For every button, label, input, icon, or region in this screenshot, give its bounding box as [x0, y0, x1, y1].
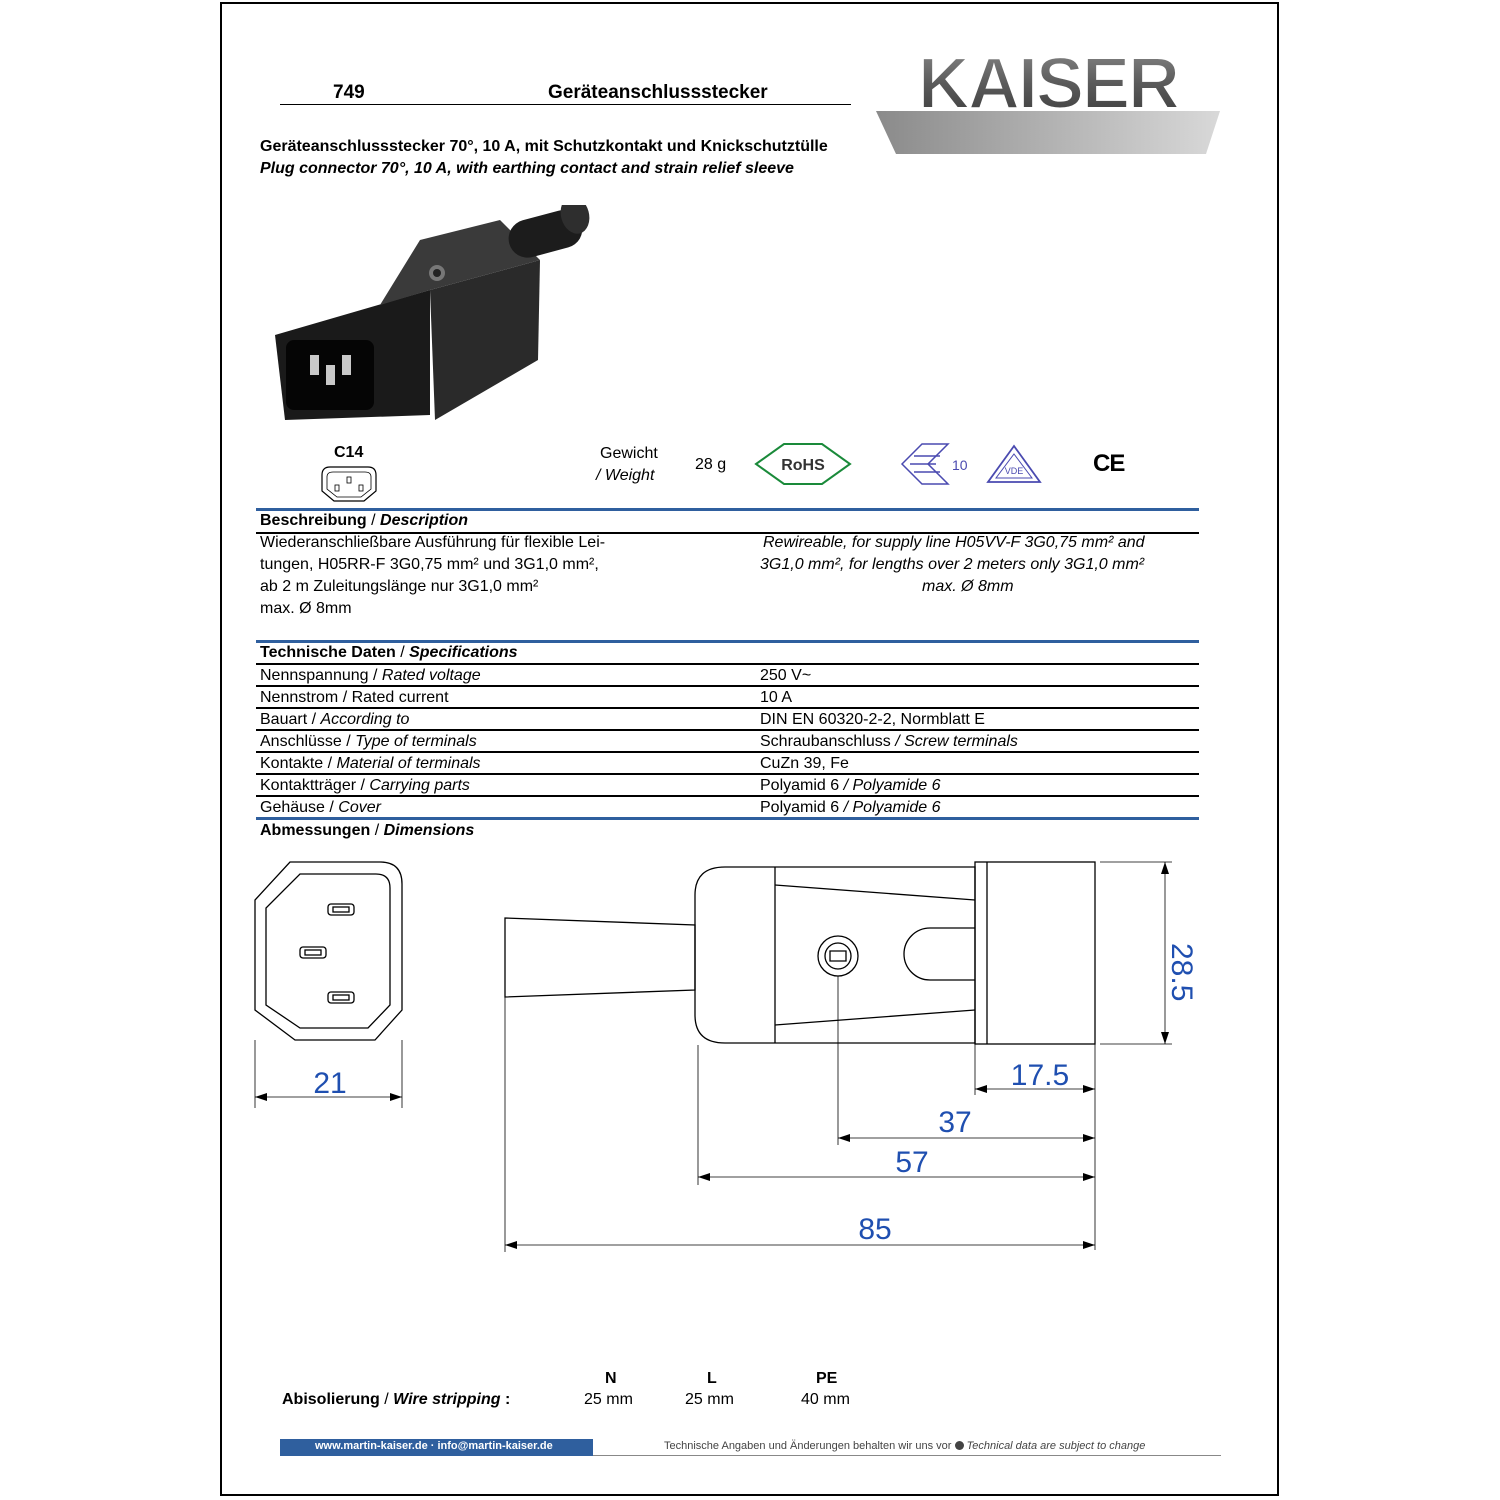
- footer-contact: www.martin-kaiser.de · info@martin-kaiser.de: [315, 1440, 553, 1452]
- weight-label-de: Gewicht: [600, 445, 658, 462]
- kaiser-logo: [876, 46, 1220, 156]
- subtitle-de: Geräteanschlussstecker 70°, 10 A, mit Schutzkontakt und Knickschutztülle: [260, 138, 828, 155]
- svg-text:57: 57: [895, 1146, 929, 1179]
- stripping-head-n: N: [605, 1370, 617, 1387]
- description-de-line: tungen, H05RR-F 3G0,75 mm² und 3G1,0 mm²,: [260, 556, 599, 573]
- footer-line: [593, 1455, 1221, 1456]
- svg-text:RoHS: RoHS: [781, 457, 825, 474]
- side-view-drawing: [500, 855, 1210, 1255]
- description-heading: Beschreibung / Description: [260, 512, 469, 529]
- svg-text:17.5: 17.5: [1010, 1059, 1070, 1092]
- c14-outline-icon: [320, 465, 378, 503]
- spec-row: Kontaktträger / Carrying parts Polyamid 6 / Polyamide 6: [260, 777, 941, 794]
- svg-text:28.5: 28.5: [1165, 943, 1198, 1002]
- description-en-line: Rewireable, for supply line H05VV-F 3G0,75 mm² and: [763, 534, 1145, 551]
- stripping-head-pe: PE: [816, 1370, 838, 1387]
- specs-heading: Technische Daten / Specifications: [260, 644, 518, 661]
- subtitle-en: Plug connector 70°, 10 A, with earthing contact and strain relief sleeve: [260, 160, 794, 177]
- dimensions-heading: Abmessungen / Dimensions: [260, 822, 475, 839]
- header-underline: [280, 104, 851, 105]
- rohs-icon: [754, 442, 852, 486]
- spec-row: Nennspannung / Rated voltage 250 V~: [260, 667, 812, 684]
- section-divider: [256, 817, 1199, 820]
- weight-label-en: / Weight: [596, 467, 655, 484]
- stripping-value-pe: 40 mm: [801, 1391, 850, 1408]
- description-de-line: max. Ø 8mm: [260, 600, 352, 617]
- section-divider: [256, 508, 1199, 511]
- svg-text:VDE: VDE: [1004, 466, 1024, 476]
- spec-row: Kontakte / Material of terminals CuZn 39, Fe: [260, 755, 849, 772]
- article-number: 749: [333, 82, 365, 103]
- kema-icon: [900, 442, 976, 486]
- section-divider: [256, 640, 1199, 643]
- connector-type-label: C14: [334, 444, 364, 461]
- spec-row: Anschlüsse / Type of terminals Schraubanschluss / Screw terminals: [260, 733, 1018, 750]
- description-en-line: max. Ø 8mm: [922, 578, 1014, 595]
- product-photo: [270, 205, 600, 435]
- front-view-drawing: [250, 860, 415, 1115]
- bullet-icon: [955, 1441, 964, 1450]
- spec-row: Gehäuse / Cover Polyamid 6 / Polyamide 6: [260, 799, 941, 816]
- ce-mark-icon: CE: [1093, 450, 1125, 477]
- footer-note: Technische Angaben und Änderungen behalten wir uns vor Technical data are subject to change: [664, 1440, 1146, 1452]
- description-en-line: 3G1,0 mm², for lengths over 2 meters only 3G1,0 mm²: [760, 556, 1145, 573]
- stripping-head-l: L: [707, 1370, 717, 1387]
- description-de-line: Wiederanschließbare Ausführung für flexible Lei-: [260, 534, 606, 551]
- spec-row: Bauart / According to DIN EN 60320-2-2, Normblatt E: [260, 711, 985, 728]
- svg-text:KAISER: KAISER: [917, 46, 1179, 124]
- vde-icon: [986, 442, 1042, 486]
- stripping-value-n: 25 mm: [584, 1391, 633, 1408]
- spec-row: Nennstrom / Rated current 10 A: [260, 689, 793, 706]
- description-de-line: ab 2 m Zuleitungslänge nur 3G1,0 mm²: [260, 578, 539, 595]
- page-title: Geräteanschlussstecker: [548, 82, 768, 103]
- svg-text:10: 10: [952, 457, 968, 473]
- stripping-label: Abisolierung / Wire stripping :: [282, 1391, 511, 1408]
- svg-text:85: 85: [858, 1213, 892, 1246]
- svg-text:37: 37: [938, 1106, 972, 1139]
- stripping-value-l: 25 mm: [685, 1391, 734, 1408]
- svg-text:21: 21: [313, 1067, 347, 1100]
- weight-value: 28 g: [695, 456, 727, 473]
